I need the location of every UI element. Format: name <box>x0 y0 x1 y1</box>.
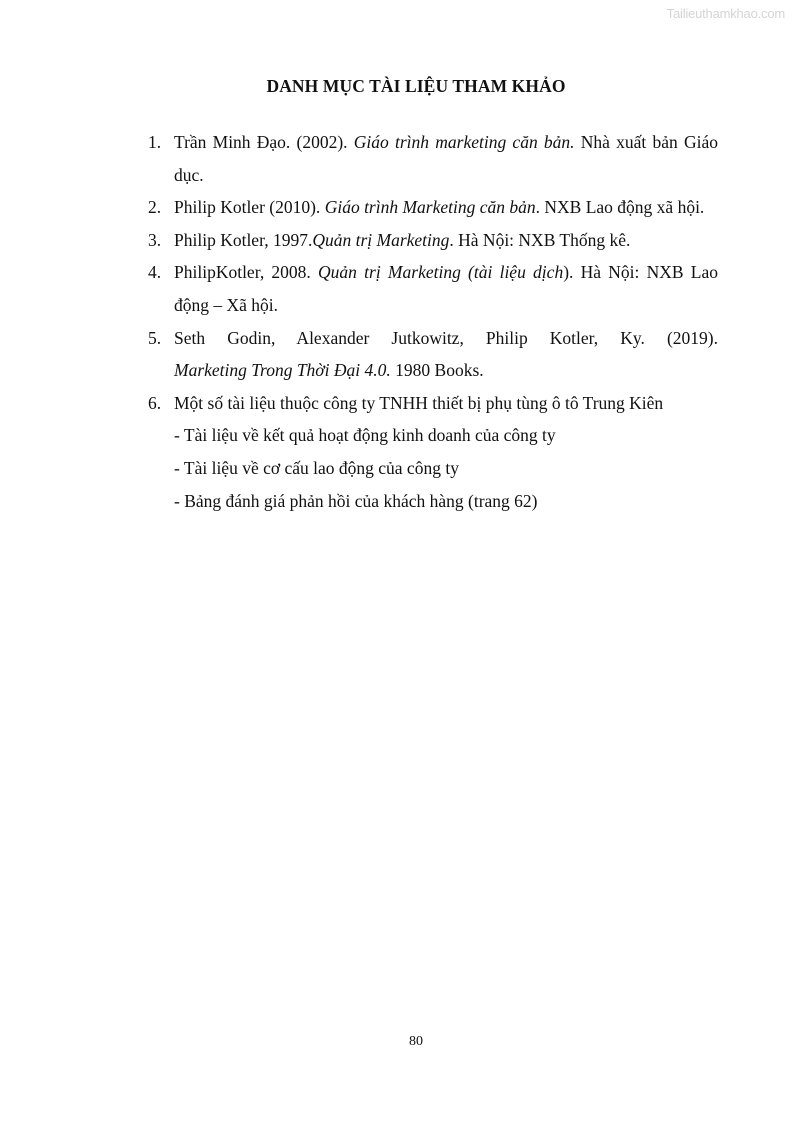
reference-title: Marketing Trong Thời Đại 4.0. <box>174 360 391 381</box>
reference-number: 6. <box>148 392 162 413</box>
reference-item-3 <box>148 224 718 257</box>
watermark: Tailieuthamkhao.com <box>666 6 785 21</box>
reference-number: 1. <box>148 132 162 152</box>
reference-subitem: - Bảng đánh giá phản hồi của khách hàng (trang 62) <box>174 490 538 511</box>
reference-authors: Seth Godin, Alexander Jutkowitz, Philip Kotler, Ky. (2019). <box>174 327 718 348</box>
page-title: DANH MỤC TÀI LIỆU THAM KHẢO <box>266 76 566 96</box>
reference-number: 5. <box>148 327 162 348</box>
reference-title: Giáo trình marketing căn bản. <box>353 132 575 152</box>
reference-text: 1980 Books. <box>390 360 484 381</box>
reference-text: . Hà Nội: NXB Thống kê. <box>449 229 631 250</box>
reference-title: Quản trị Marketing <box>312 229 450 250</box>
reference-item-5 <box>148 322 718 387</box>
reference-text: Philip Kotler (2010). <box>174 197 325 218</box>
reference-number: 4. <box>148 262 162 283</box>
reference-text: PhilipKotler, 2008. <box>174 262 319 283</box>
reference-text: Một số tài liệu thuộc công ty TNHH thiết bị phụ tùng ô tô Trung Kiên <box>174 392 664 413</box>
reference-item-2 <box>148 191 718 224</box>
reference-title: Quản trị Marketing (tài liệu dịch <box>318 262 564 283</box>
reference-text: Nhà xuất bản Giáo dục. <box>174 132 718 185</box>
reference-text: . NXB Lao động xã hội. <box>535 197 705 218</box>
reference-item-1 <box>148 126 718 191</box>
page-number: 80 <box>409 1034 423 1049</box>
reference-text: Philip Kotler, 1997. <box>174 229 313 250</box>
reference-text: ). Hà Nội: NXB Lao động – Xã hội. <box>174 262 718 315</box>
reference-subitem: - Tài liệu về cơ cấu lao động của công ty <box>174 457 459 478</box>
reference-number: 2. <box>148 197 162 218</box>
reference-title: Giáo trình Marketing căn bản <box>324 197 536 218</box>
reference-list <box>148 126 718 517</box>
reference-text: Trần Minh Đạo. (2002). <box>174 132 354 152</box>
reference-number: 3. <box>148 229 162 250</box>
reference-subitem: - Tài liệu về kết quả hoạt động kinh doanh của công ty <box>174 425 556 446</box>
reference-item-6 <box>148 387 718 517</box>
reference-item-4 <box>148 256 718 321</box>
